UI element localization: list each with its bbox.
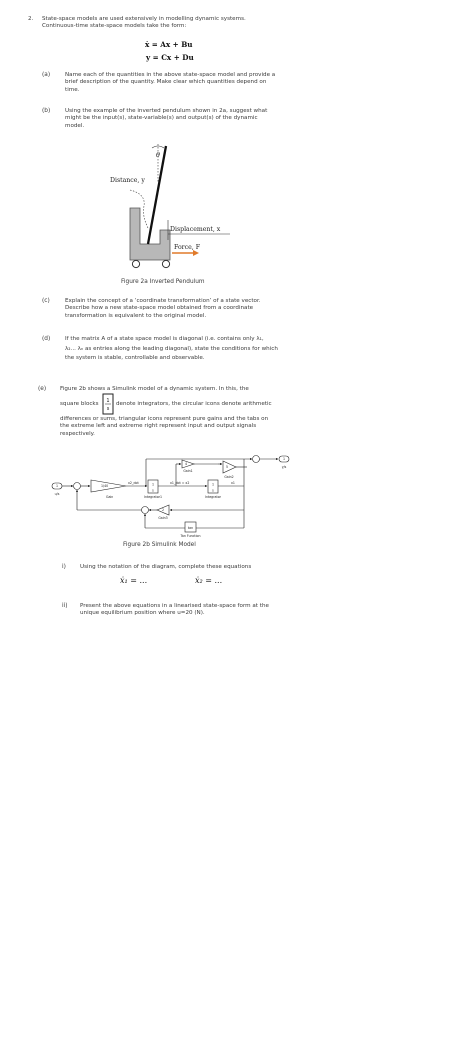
x2dot-signal: x2_dot: [128, 481, 139, 485]
part-e-line-1: Figure 2b shows a Simulink model of a dynamic system. In this, the: [60, 386, 249, 392]
gain2-value: 5: [226, 465, 229, 469]
input-port-number: 1: [55, 484, 59, 489]
gain1-label: Gain1: [183, 469, 193, 473]
state-equation: ẋ = Ax + Bu: [145, 40, 193, 49]
x1dot-signal: x1_dot = x2: [170, 481, 190, 485]
part-a-label: (a): [42, 72, 51, 78]
theta-label: θ: [156, 151, 160, 159]
part-d-line-2: λ₂... λₙ as entries along the leading diagonal), state the conditions for which: [65, 346, 278, 352]
part-b-text: Using the example of the inverted pendulum shown in 2a, suggest what might be the input(s), state-variable(s) and output(s) of the dynamic model.: [65, 108, 268, 129]
sum-lower: [142, 507, 149, 514]
gain1-value: 4: [185, 462, 188, 466]
part-e-ii-label: ii): [62, 603, 68, 609]
part-c-label: (c): [42, 298, 50, 304]
inverted-pendulum-figure: [100, 140, 250, 275]
part-d-line-3: the system is stable, controllable and observable.: [65, 355, 205, 361]
figure-2b-caption: Figure 2b Simulink Model: [123, 542, 196, 548]
part-e-i-text: Using the notation of the diagram, complete these equations: [80, 564, 252, 570]
part-d-line-1: If the matrix A of a state space model is diagonal (i.e. contains only λ₁,: [65, 336, 264, 342]
part-d-label: (d): [42, 336, 51, 342]
integrator1-num: 1: [151, 482, 155, 487]
gain-main-value: 1/40: [101, 484, 109, 489]
sum-1: [74, 483, 81, 490]
intro-line-2: Continuous-time state-space models take the form:: [42, 23, 187, 29]
force-label: Force, F: [174, 244, 200, 251]
simulink-diagram: [48, 450, 298, 542]
output-signal-label: y/s: [281, 465, 287, 469]
pendulum-rod: [148, 146, 166, 244]
integrator1-den: s: [152, 488, 154, 493]
tan-label: Tan Function: [180, 534, 201, 538]
question-number: 2.: [28, 16, 34, 22]
part-e-ii-text: Present the above equations in a linearised state-space form at the unique equilibrium position where u=20 (N).: [80, 603, 269, 617]
figure-2a-caption: Figure 2a Inverted Pendulum: [121, 279, 205, 285]
part-c-text: Explain the concept of a ‘coordinate transformation’ of a state vector. Describe how a new state-space model obtained from a coordinate transformation is equivalent to the original model.: [65, 298, 261, 319]
equation-x1dot: ẋ₁ = ...: [120, 576, 148, 585]
distance-label: Distance, y: [110, 177, 145, 184]
integrator2-den: s: [212, 488, 214, 493]
part-e-line-3: differences or sums, triangular icons represent pure gains and the tabs on the extreme left and extreme right represent input and output signals respectively.: [60, 416, 269, 437]
gain-1: [182, 460, 194, 468]
x1-signal: x1: [231, 481, 235, 485]
cart-wheel-left: [132, 260, 139, 267]
integrator1-label: Integrator1: [144, 495, 162, 499]
integrator-icon-num: 1: [106, 398, 110, 404]
intro-line-1: State-space models are used extensively in modelling dynamic systems.: [42, 16, 246, 22]
gain-main: [91, 480, 126, 492]
integrator-block-icon: [102, 393, 114, 415]
gain3-value: 2: [162, 508, 165, 512]
sum-out: [253, 456, 260, 463]
output-equation: y = Cx + Du: [146, 53, 194, 62]
displacement-label: Displacement, x: [170, 226, 221, 233]
gain3-label: Gain3: [158, 516, 168, 520]
input-signal-label: u/s: [54, 492, 60, 496]
tan-value: tan: [187, 526, 194, 530]
integrator-icon-den: s: [106, 406, 110, 412]
integrator2-label: Integrator: [205, 495, 221, 499]
part-e-label: (e): [38, 386, 47, 392]
gain-2: [223, 461, 236, 473]
gain-main-label: Gain: [106, 495, 114, 499]
part-e-line-2b: denote integrators, the circular icons denote arithmetic: [116, 401, 272, 407]
part-e-line-2a: square blocks: [60, 401, 99, 407]
part-a-text: Name each of the quantities in the above state-space model and provide a brief description of the quantity. Make clear which quantities depend on time.: [65, 72, 276, 93]
equation-x2dot: ẋ₂ = ...: [195, 576, 223, 585]
cart-wheel-right: [162, 260, 169, 267]
integrator2-num: 1: [211, 482, 215, 487]
output-port-number: 1: [282, 457, 286, 462]
gain2-label: Gain2: [224, 475, 234, 479]
part-e-i-label: i): [62, 564, 66, 570]
part-b-label: (b): [42, 108, 51, 114]
